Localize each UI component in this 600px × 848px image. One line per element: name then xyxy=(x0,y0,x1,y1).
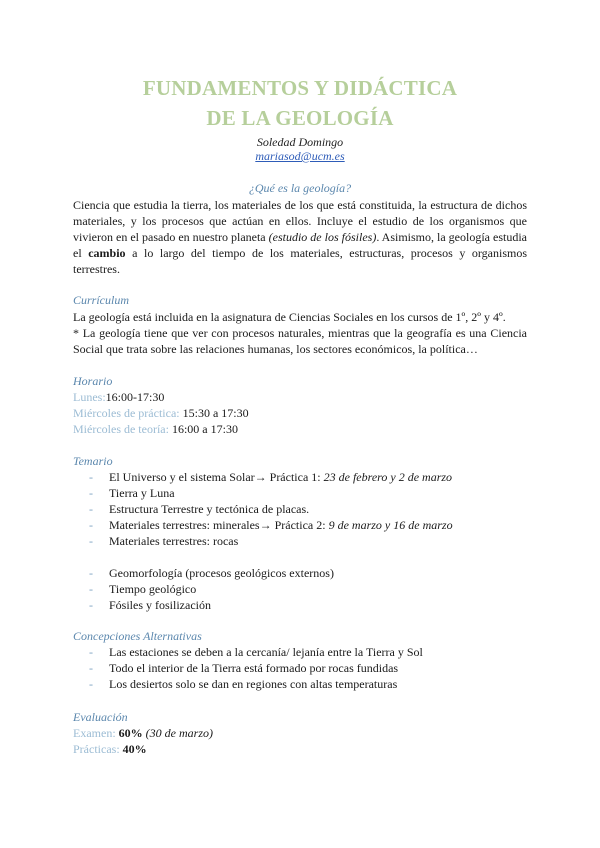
evaluacion-row xyxy=(73,726,213,741)
horario-value: 16:00 a 17:30 xyxy=(168,422,238,436)
horario-value: 15:30 a 17:30 xyxy=(179,406,249,420)
evaluacion-row xyxy=(73,742,147,757)
bullet-dash: - xyxy=(89,598,93,612)
temario-item-text: Estructura Terrestre y tectónica de placas. xyxy=(109,502,310,516)
temario-item-date: 9 de marzo y 16 de marzo xyxy=(328,518,453,532)
horario-row xyxy=(73,406,249,421)
evaluacion-value: 40% xyxy=(119,742,147,756)
horario-label: Lunes: xyxy=(73,390,106,404)
temario-item-text: Tiempo geológico xyxy=(109,582,197,596)
horario-label: Miércoles de práctica: xyxy=(73,406,180,420)
intro-text-2: . Asimismo, la geología estudia el xyxy=(73,230,527,260)
intro-text-1: Ciencia que estudia la tierra, los materiales de los que está constituida, la estructura de dichos materiales, y los procesos que actúan en ellos. Incluye el estudio de los organismos que vivieron en el pasado en nuestro planeta xyxy=(73,198,527,244)
curriculum-line-2: * La geología tiene que ver con procesos naturales, mientras que la geografía es una Ciencia Social que trata sobre las relaciones humanas, los sectores económicos, la política… xyxy=(73,326,527,356)
title-line-1: FUNDAMENTOS Y DIDÁCTICA xyxy=(142,76,458,100)
intro-text-bold: cambio xyxy=(88,246,126,260)
intro-text-italic: (estudio de los fósiles) xyxy=(268,230,377,244)
temario-item xyxy=(109,582,196,597)
bullet-dash: - xyxy=(89,502,93,516)
temario-item xyxy=(109,502,309,517)
temario-item xyxy=(109,486,175,501)
temario-item-text: Fósiles y fosilización xyxy=(109,598,211,612)
temario-item-text: Geomorfología (procesos geológicos externos) xyxy=(109,566,334,580)
evaluacion-label: Examen: xyxy=(73,726,116,740)
evaluacion-value: 60% xyxy=(115,726,143,740)
bullet-dash: - xyxy=(89,518,93,532)
temario-item xyxy=(109,566,334,581)
evaluacion-label: Prácticas: xyxy=(73,742,120,756)
concepciones-heading: Concepciones Alternativas xyxy=(73,629,202,643)
temario-item-text: El Universo y el sistema Solar→ Práctica 1: xyxy=(109,470,324,484)
horario-value: 16:00-17:30 xyxy=(105,390,165,404)
concepcion-item: Todo el interior de la Tierra está formado por rocas fundidas xyxy=(109,661,399,675)
temario-item-text: Tierra y Luna xyxy=(109,486,175,500)
concepcion-item: Los desiertos solo se dan en regiones con altas temperaturas xyxy=(109,677,398,691)
bullet-dash: - xyxy=(89,470,93,484)
horario-row xyxy=(73,422,238,437)
bullet-dash: - xyxy=(89,661,93,675)
temario-item xyxy=(109,598,211,613)
bullet-dash: - xyxy=(89,566,93,580)
horario-label: Miércoles de teoría: xyxy=(73,422,169,436)
intro-question: ¿Qué es la geología? xyxy=(248,181,352,195)
evaluacion-heading: Evaluación xyxy=(73,710,128,724)
temario-item xyxy=(109,470,452,485)
intro-paragraph xyxy=(73,197,527,277)
temario-item-text: Materiales terrestres: minerales→ Práctica 2: xyxy=(109,518,329,532)
email-link[interactable]: mariasod@ucm.es xyxy=(255,149,345,163)
curriculum-heading: Currículum xyxy=(73,293,130,307)
curriculum-text xyxy=(73,309,527,357)
temario-item xyxy=(109,534,238,549)
horario-row xyxy=(73,390,164,405)
intro-text-3: a lo largo del tiempo de los materiales, estructuras, procesos y organismos terrestres. xyxy=(73,246,527,276)
temario-heading: Temario xyxy=(73,454,113,468)
horario-heading: Horario xyxy=(73,374,113,388)
curriculum-line-1: La geología está incluida en la asignatura de Ciencias Sociales en los cursos de 1º, 2º y 4º. xyxy=(73,310,506,324)
temario-item-date: 23 de febrero y 2 de marzo xyxy=(323,470,453,484)
author-name: Soledad Domingo xyxy=(256,135,344,149)
bullet-dash: - xyxy=(89,582,93,596)
bullet-dash: - xyxy=(89,645,93,659)
concepcion-item: Las estaciones se deben a la cercanía/ lejanía entre la Tierra y Sol xyxy=(109,645,423,659)
temario-item xyxy=(109,518,453,533)
evaluacion-note: (30 de marzo) xyxy=(142,726,213,740)
bullet-dash: - xyxy=(89,486,93,500)
temario-item-text: Materiales terrestres: rocas xyxy=(109,534,239,548)
author-email xyxy=(0,149,600,164)
title-line-2: DE LA GEOLOGÍA xyxy=(206,106,394,130)
bullet-dash: - xyxy=(89,534,93,548)
bullet-dash: - xyxy=(89,677,93,691)
